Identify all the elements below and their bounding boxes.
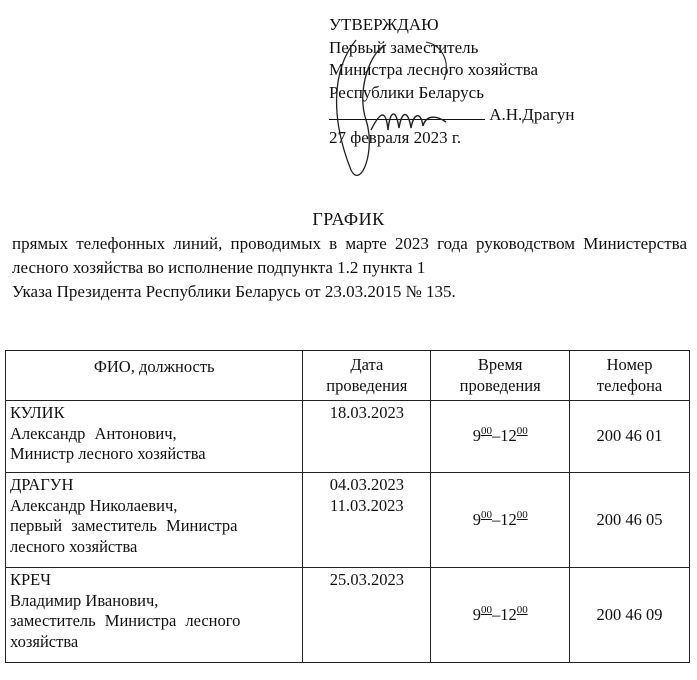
approval-line-1: Первый заместитель: [329, 37, 479, 57]
table-header-row: [6, 351, 690, 401]
approval-signer-row: [329, 104, 575, 127]
approval-signer: А.Н.Драгун: [489, 105, 575, 124]
signature-line: [329, 105, 485, 120]
document-subtitle: [12, 232, 687, 304]
cell-person: КРЕЧ Владимир Иванович, заместитель Министра лесного хозяйства: [6, 568, 303, 663]
header-time: Время проведения: [431, 351, 570, 401]
subtitle-line-2: Министерства лесного хозяйства во исполнение подпункта 1.2 пункта 1: [12, 234, 688, 277]
cell-date: 18.03.2023: [303, 401, 431, 473]
approval-line-2: Министра лесного хозяйства: [329, 60, 539, 79]
header-name: ФИО, должность: [6, 351, 303, 401]
cell-phone: 200 46 05: [570, 473, 690, 568]
approval-line-3: Республики Беларусь: [329, 82, 484, 102]
cell-time: $9^{00}-12^{00}$: [431, 473, 570, 568]
cell-person: КУЛИК Александр Антонович, Министр лесного хозяйства: [6, 401, 303, 473]
table-row: [6, 401, 690, 473]
table-row: [6, 568, 690, 663]
schedule-table: [5, 350, 690, 663]
cell-date: 25.03.2023: [303, 568, 431, 663]
approval-heading: УТВЕРЖДАЮ: [329, 15, 439, 34]
approval-date: 27 февраля 2023 г.: [329, 127, 462, 147]
cell-phone: 200 46 01: [570, 401, 690, 473]
cell-person: ДРАГУН Александр Николаевич, первый заместитель Министра лесного хозяйства: [6, 473, 303, 568]
cell-phone: 200 46 09: [570, 568, 690, 663]
subtitle-line-3: Указа Президента Республики Беларусь от 23.03.2015 № 135.: [12, 282, 456, 301]
approval-block: [329, 14, 575, 149]
cell-time: $9^{00}-12^{00}$: [431, 568, 570, 663]
table-row: [6, 473, 690, 568]
document-title: ГРАФИК: [312, 209, 385, 229]
cell-date: 04.03.2023 11.03.2023: [303, 473, 431, 568]
subtitle-line-1: прямых телефонных линий, проводимых в марте 2023 года руководством: [12, 234, 576, 253]
header-phone: Номер телефона: [570, 351, 690, 401]
cell-time: $9^{00}-12^{00}$: [431, 401, 570, 473]
header-date: Дата проведения: [303, 351, 431, 401]
